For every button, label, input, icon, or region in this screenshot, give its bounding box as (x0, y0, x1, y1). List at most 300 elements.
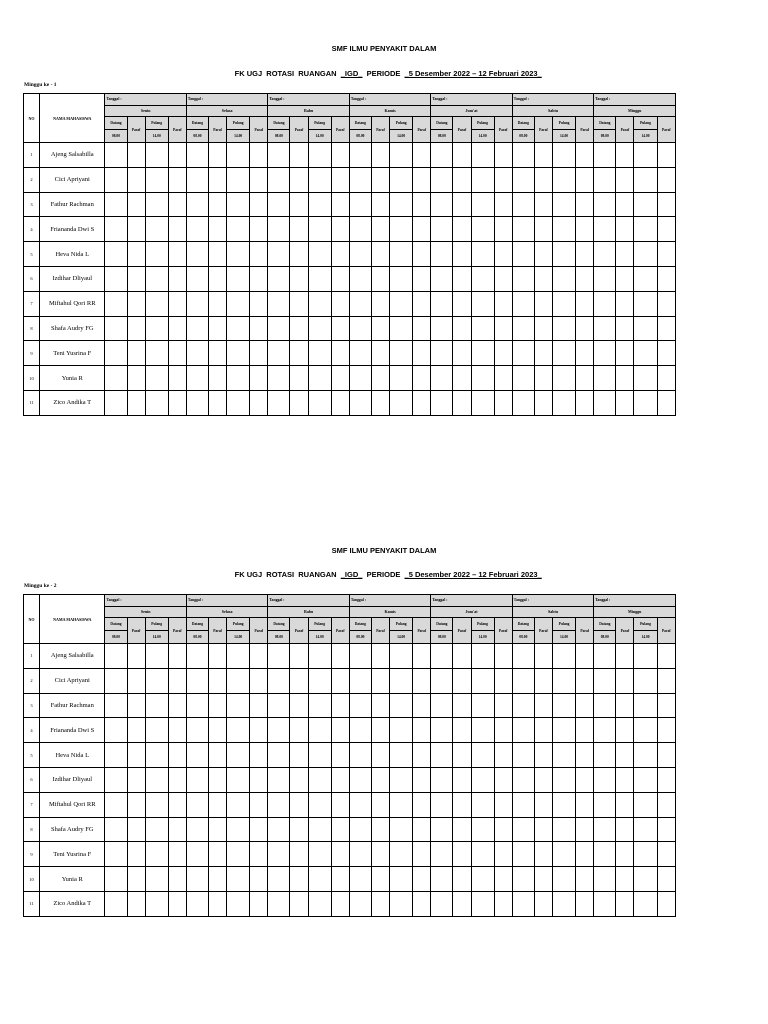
attendance-cell (494, 743, 512, 768)
row-number: 10 (24, 867, 40, 892)
attendance-cell (145, 743, 168, 768)
header-pulang: Pulang (145, 117, 168, 130)
attendance-cell (634, 668, 657, 693)
header-pulang-time: 14.00 (552, 631, 575, 644)
attendance-cell (331, 644, 349, 669)
attendance-cell (209, 316, 227, 341)
subtitle-prefix: FK UGJ ROTASI RUANGAN (234, 570, 341, 579)
table-row (24, 143, 676, 168)
student-name: Izdihar Dliyaul (40, 767, 105, 792)
attendance-cell (413, 668, 431, 693)
attendance-cell (127, 316, 145, 341)
attendance-cell (431, 366, 453, 391)
student-name: Shafa Audry FG (40, 817, 105, 842)
attendance-cell (594, 718, 616, 743)
header-day: Kamis (349, 105, 430, 117)
attendance-cell (168, 767, 186, 792)
attendance-cell (576, 792, 594, 817)
attendance-cell (331, 718, 349, 743)
attendance-cell (534, 167, 552, 192)
attendance-cell (471, 867, 494, 892)
attendance-cell (512, 167, 534, 192)
header-day: Senin (105, 606, 186, 618)
attendance-cell (431, 743, 453, 768)
attendance-cell (145, 192, 168, 217)
attendance-cell (616, 390, 634, 415)
attendance-cell (616, 644, 634, 669)
header-day: Rabu (268, 606, 349, 618)
attendance-cell (512, 644, 534, 669)
header-paraf: Paraf (453, 117, 471, 143)
attendance-cell (209, 143, 227, 168)
sheet-title: SMF ILMU PENYAKIT DALAM (331, 546, 437, 555)
attendance-cell (512, 192, 534, 217)
attendance-cell (127, 341, 145, 366)
attendance-cell (331, 668, 349, 693)
attendance-cell (390, 693, 413, 718)
attendance-cell (268, 242, 290, 267)
subtitle-room: _IGD_ (340, 69, 363, 78)
attendance-cell (209, 291, 227, 316)
attendance-cell (168, 668, 186, 693)
attendance-cell (168, 143, 186, 168)
attendance-cell (371, 192, 389, 217)
header-no: NO (24, 94, 40, 143)
attendance-cell (552, 767, 575, 792)
attendance-cell (594, 668, 616, 693)
attendance-cell (534, 291, 552, 316)
attendance-cell (431, 718, 453, 743)
attendance-cell (349, 767, 371, 792)
header-paraf: Paraf (290, 117, 308, 143)
header-tanggal: Tanggal : (349, 94, 430, 106)
attendance-cell (268, 743, 290, 768)
attendance-cell (471, 693, 494, 718)
attendance-cell (168, 718, 186, 743)
header-datang-time: 08.00 (431, 130, 453, 143)
attendance-cell (494, 390, 512, 415)
attendance-cell (576, 316, 594, 341)
attendance-cell (145, 341, 168, 366)
table-row (24, 192, 676, 217)
attendance-cell (105, 644, 127, 669)
attendance-cell (453, 693, 471, 718)
header-tanggal: Tanggal : (512, 595, 593, 607)
attendance-cell (331, 316, 349, 341)
attendance-cell (227, 693, 250, 718)
attendance-cell (371, 693, 389, 718)
row-number: 11 (24, 891, 40, 916)
attendance-cell (186, 792, 208, 817)
attendance-cell (227, 341, 250, 366)
attendance-cell (290, 867, 308, 892)
attendance-cell (494, 792, 512, 817)
header-pulang-time: 14.00 (390, 631, 413, 644)
header-day: Kamis (349, 606, 430, 618)
attendance-cell (576, 366, 594, 391)
attendance-cell (349, 792, 371, 817)
attendance-cell (616, 266, 634, 291)
attendance-cell (616, 891, 634, 916)
attendance-cell (145, 891, 168, 916)
attendance-cell (308, 217, 331, 242)
attendance-cell (209, 366, 227, 391)
attendance-cell (594, 242, 616, 267)
attendance-cell (127, 792, 145, 817)
attendance-cell (349, 143, 371, 168)
attendance-cell (534, 668, 552, 693)
attendance-cell (576, 718, 594, 743)
attendance-cell (494, 767, 512, 792)
attendance-cell (494, 644, 512, 669)
attendance-cell (431, 668, 453, 693)
attendance-cell (209, 718, 227, 743)
student-name: Fathur Rachman (40, 192, 105, 217)
attendance-cell (268, 668, 290, 693)
attendance-cell (308, 143, 331, 168)
header-name: NAMA MAHASISWA (40, 94, 105, 143)
row-number: 7 (24, 291, 40, 316)
attendance-cell (227, 167, 250, 192)
row-number: 9 (24, 842, 40, 867)
attendance-cell (250, 390, 268, 415)
attendance-cell (576, 867, 594, 892)
attendance-cell (471, 767, 494, 792)
attendance-cell (634, 693, 657, 718)
attendance-cell (331, 341, 349, 366)
attendance-cell (576, 167, 594, 192)
attendance-cell (145, 792, 168, 817)
student-name: Heva Nida L (40, 242, 105, 267)
attendance-cell (227, 718, 250, 743)
attendance-cell (512, 668, 534, 693)
header-datang-time: 08.00 (349, 130, 371, 143)
attendance-cell (594, 316, 616, 341)
attendance-cell (657, 366, 675, 391)
header-datang-time: 08.00 (186, 631, 208, 644)
attendance-cell (209, 242, 227, 267)
attendance-cell (209, 341, 227, 366)
attendance-cell (349, 668, 371, 693)
header-tanggal: Tanggal : (431, 94, 512, 106)
student-name: Shafa Audry FG (40, 316, 105, 341)
student-name: Miftahul Qori RR (40, 792, 105, 817)
header-paraf: Paraf (290, 618, 308, 644)
attendance-cell (268, 390, 290, 415)
attendance-cell (250, 266, 268, 291)
header-tanggal: Tanggal : (431, 595, 512, 607)
attendance-cell (634, 291, 657, 316)
attendance-cell (268, 167, 290, 192)
table-row (24, 817, 676, 842)
attendance-cell (349, 167, 371, 192)
attendance-cell (168, 817, 186, 842)
attendance-cell (331, 192, 349, 217)
attendance-cell (227, 891, 250, 916)
attendance-cell (534, 867, 552, 892)
attendance-cell (290, 341, 308, 366)
attendance-cell (594, 867, 616, 892)
attendance-cell (186, 217, 208, 242)
attendance-cell (390, 291, 413, 316)
table-row (24, 668, 676, 693)
header-tanggal: Tanggal : (186, 595, 267, 607)
header-paraf: Paraf (209, 117, 227, 143)
attendance-cell (250, 693, 268, 718)
attendance-cell (494, 668, 512, 693)
subtitle-room: _IGD_ (340, 570, 363, 579)
header-datang-time: 08.00 (512, 631, 534, 644)
attendance-cell (494, 867, 512, 892)
attendance-cell (168, 390, 186, 415)
attendance-cell (268, 366, 290, 391)
attendance-cell (534, 341, 552, 366)
attendance-cell (552, 842, 575, 867)
attendance-cell (453, 668, 471, 693)
attendance-cell (168, 341, 186, 366)
attendance-cell (471, 341, 494, 366)
attendance-cell (209, 743, 227, 768)
attendance-cell (657, 644, 675, 669)
attendance-cell (390, 266, 413, 291)
header-datang-time: 08.00 (431, 631, 453, 644)
attendance-cell (145, 842, 168, 867)
header-datang-time: 08.00 (512, 130, 534, 143)
attendance-cell (471, 366, 494, 391)
attendance-cell (349, 842, 371, 867)
attendance-cell (552, 718, 575, 743)
attendance-cell (371, 390, 389, 415)
attendance-cell (349, 316, 371, 341)
table-row (24, 693, 676, 718)
attendance-cell (371, 316, 389, 341)
table-row (24, 266, 676, 291)
attendance-cell (471, 242, 494, 267)
attendance-cell (634, 644, 657, 669)
attendance-cell (308, 842, 331, 867)
subtitle-mid: PERIODE (362, 69, 405, 78)
attendance-cell (512, 891, 534, 916)
attendance-cell (431, 242, 453, 267)
attendance-cell (371, 291, 389, 316)
attendance-cell (552, 668, 575, 693)
attendance-cell (634, 867, 657, 892)
attendance-cell (431, 316, 453, 341)
attendance-cell (145, 718, 168, 743)
header-datang-time: 08.00 (594, 130, 616, 143)
attendance-cell (227, 792, 250, 817)
attendance-cell (371, 644, 389, 669)
table-row (24, 644, 676, 669)
attendance-cell (308, 792, 331, 817)
attendance-cell (371, 167, 389, 192)
attendance-cell (290, 291, 308, 316)
header-pulang-time: 14.00 (634, 130, 657, 143)
attendance-cell (657, 718, 675, 743)
attendance-cell (413, 644, 431, 669)
attendance-cell (105, 143, 127, 168)
header-pulang: Pulang (552, 117, 575, 130)
attendance-cell (250, 668, 268, 693)
attendance-cell (594, 192, 616, 217)
attendance-cell (634, 743, 657, 768)
header-paraf: Paraf (371, 117, 389, 143)
attendance-cell (594, 743, 616, 768)
attendance-table (23, 594, 676, 917)
header-paraf: Paraf (168, 618, 186, 644)
attendance-cell (349, 718, 371, 743)
attendance-cell (227, 217, 250, 242)
attendance-cell (453, 792, 471, 817)
attendance-cell (471, 644, 494, 669)
attendance-cell (290, 668, 308, 693)
attendance-cell (127, 767, 145, 792)
attendance-cell (308, 366, 331, 391)
attendance-cell (331, 143, 349, 168)
attendance-cell (471, 817, 494, 842)
attendance-cell (576, 242, 594, 267)
attendance-cell (657, 743, 675, 768)
header-pulang: Pulang (552, 618, 575, 631)
attendance-cell (127, 167, 145, 192)
attendance-cell (471, 668, 494, 693)
header-pulang-time: 14.00 (552, 130, 575, 143)
attendance-cell (413, 792, 431, 817)
header-tanggal: Tanggal : (105, 595, 186, 607)
attendance-cell (413, 767, 431, 792)
attendance-cell (534, 390, 552, 415)
attendance-cell (227, 242, 250, 267)
attendance-cell (168, 644, 186, 669)
attendance-cell (616, 867, 634, 892)
attendance-cell (308, 266, 331, 291)
attendance-cell (594, 341, 616, 366)
header-day: Sabtu (512, 105, 593, 117)
attendance-cell (431, 792, 453, 817)
attendance-cell (390, 390, 413, 415)
attendance-cell (371, 767, 389, 792)
attendance-cell (453, 718, 471, 743)
header-pulang: Pulang (227, 117, 250, 130)
attendance-cell (494, 242, 512, 267)
header-pulang: Pulang (634, 117, 657, 130)
attendance-cell (127, 217, 145, 242)
header-paraf: Paraf (371, 618, 389, 644)
table-row (24, 842, 676, 867)
header-tanggal: Tanggal : (349, 595, 430, 607)
student-name: Zico Andika T (40, 891, 105, 916)
table-row (24, 891, 676, 916)
attendance-cell (413, 743, 431, 768)
attendance-cell (127, 867, 145, 892)
header-day: Jum'at (431, 606, 512, 618)
header-tanggal: Tanggal : (268, 595, 349, 607)
attendance-cell (552, 743, 575, 768)
attendance-cell (105, 291, 127, 316)
header-datang-time: 08.00 (268, 130, 290, 143)
student-name: Yunia R (40, 867, 105, 892)
attendance-cell (105, 867, 127, 892)
attendance-cell (168, 366, 186, 391)
student-name: Miftahul Qori RR (40, 291, 105, 316)
attendance-cell (576, 266, 594, 291)
attendance-cell (349, 693, 371, 718)
header-pulang: Pulang (634, 618, 657, 631)
header-pulang: Pulang (390, 117, 413, 130)
attendance-cell (227, 743, 250, 768)
attendance-cell (471, 390, 494, 415)
row-number: 2 (24, 668, 40, 693)
attendance-cell (290, 217, 308, 242)
attendance-cell (471, 718, 494, 743)
attendance-cell (634, 366, 657, 391)
attendance-cell (371, 718, 389, 743)
attendance-cell (371, 817, 389, 842)
attendance-cell (431, 644, 453, 669)
attendance-cell (494, 693, 512, 718)
header-tanggal: Tanggal : (594, 94, 676, 106)
row-number: 1 (24, 644, 40, 669)
attendance-cell (431, 842, 453, 867)
attendance-cell (512, 291, 534, 316)
attendance-cell (453, 867, 471, 892)
attendance-cell (413, 390, 431, 415)
student-name: Teni Yusrina F (40, 842, 105, 867)
attendance-cell (250, 767, 268, 792)
attendance-cell (250, 891, 268, 916)
attendance-cell (308, 718, 331, 743)
attendance-cell (594, 217, 616, 242)
table-row (24, 767, 676, 792)
attendance-cell (657, 192, 675, 217)
subtitle-period: _5 Desember 2022 – 12 Februari 2023_ (404, 69, 542, 78)
attendance-cell (349, 366, 371, 391)
student-name: Yunia R (40, 366, 105, 391)
attendance-cell (594, 167, 616, 192)
header-pulang: Pulang (308, 117, 331, 130)
attendance-cell (534, 693, 552, 718)
subtitle-period: _5 Desember 2022 – 12 Februari 2023_ (404, 570, 542, 579)
attendance-cell (390, 891, 413, 916)
header-tanggal: Tanggal : (186, 94, 267, 106)
attendance-cell (534, 817, 552, 842)
table-row (24, 366, 676, 391)
row-number: 9 (24, 341, 40, 366)
attendance-cell (268, 192, 290, 217)
attendance-cell (431, 266, 453, 291)
attendance-cell (290, 143, 308, 168)
attendance-cell (308, 291, 331, 316)
attendance-cell (657, 668, 675, 693)
attendance-cell (290, 693, 308, 718)
attendance-cell (371, 792, 389, 817)
attendance-cell (250, 291, 268, 316)
header-pulang: Pulang (145, 618, 168, 631)
attendance-cell (186, 242, 208, 267)
attendance-cell (657, 341, 675, 366)
attendance-cell (616, 192, 634, 217)
attendance-cell (390, 867, 413, 892)
attendance-cell (657, 817, 675, 842)
attendance-cell (616, 341, 634, 366)
attendance-cell (371, 341, 389, 366)
attendance-cell (268, 842, 290, 867)
attendance-cell (105, 767, 127, 792)
attendance-cell (308, 341, 331, 366)
header-paraf: Paraf (168, 117, 186, 143)
header-paraf: Paraf (331, 117, 349, 143)
attendance-cell (209, 644, 227, 669)
